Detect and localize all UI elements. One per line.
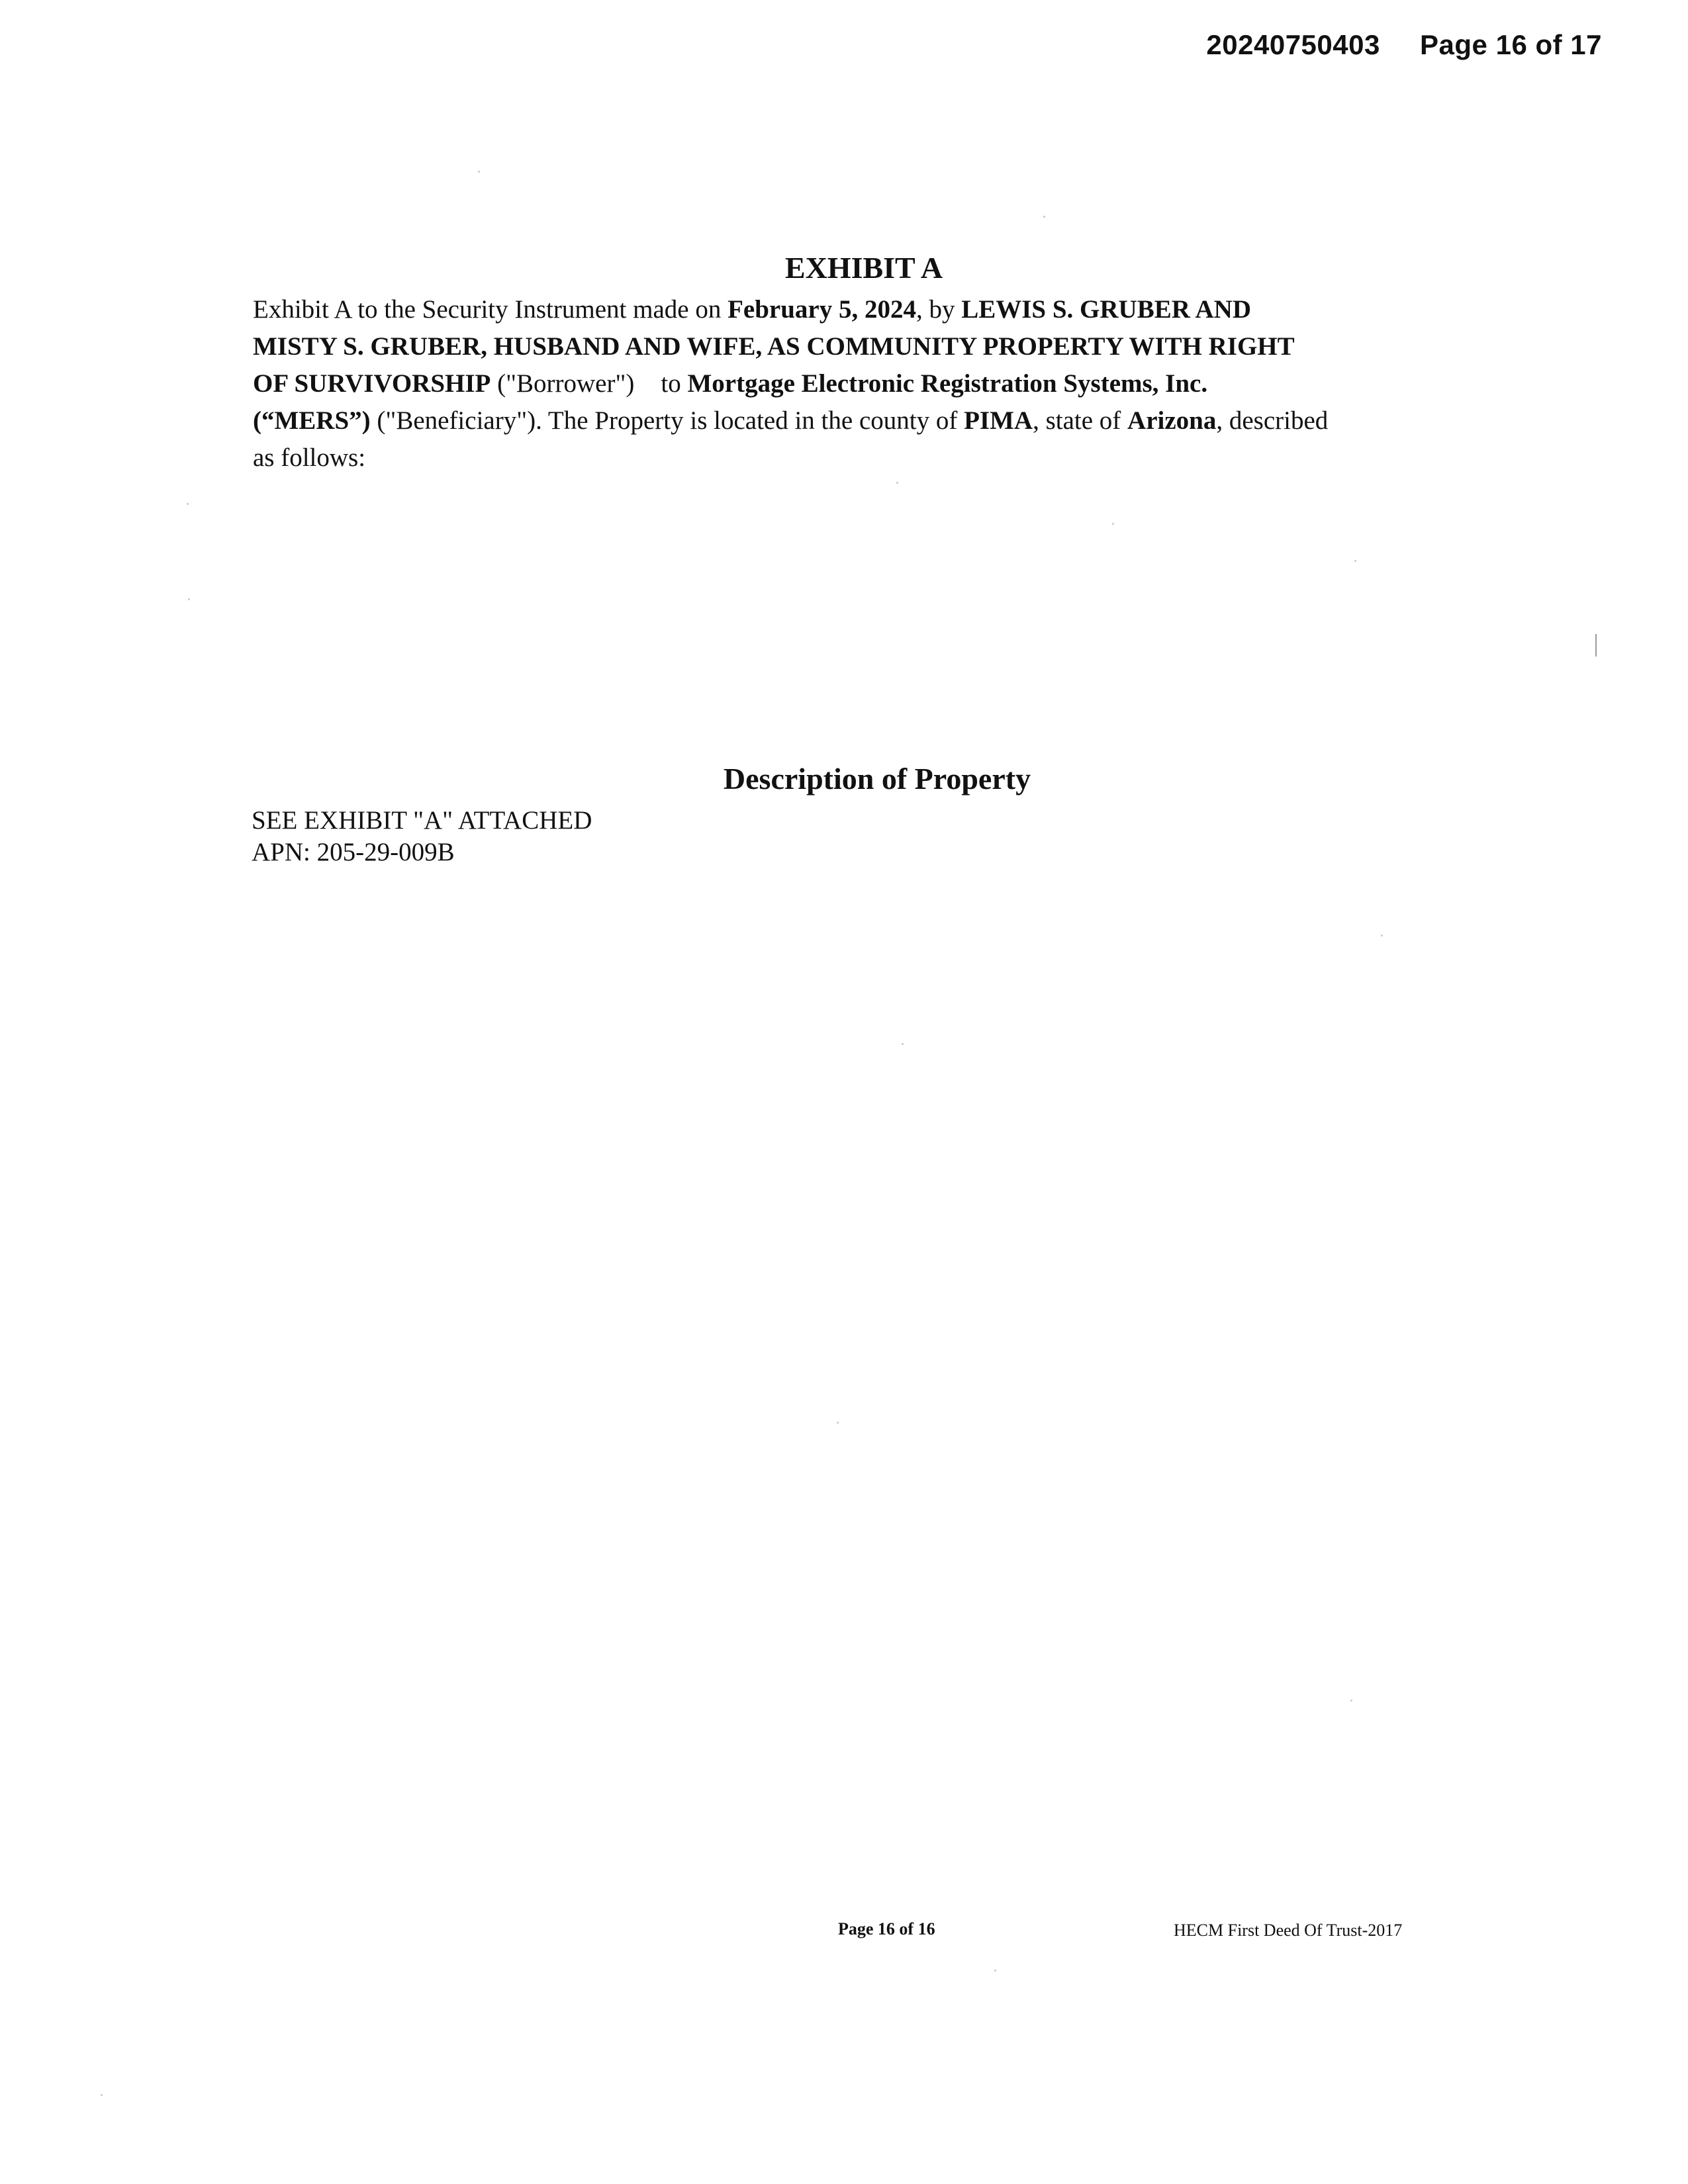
recording-header (1206, 29, 1602, 61)
intro-line-5 (253, 439, 1391, 477)
scan-speck (1381, 934, 1383, 936)
mers-abbrev: (“MERS”) (253, 406, 371, 435)
county-name: PIMA (964, 406, 1033, 435)
intro-text: , by (915, 295, 962, 324)
description-line: SEE EXHIBIT "A" ATTACHED (252, 806, 592, 835)
exhibit-intro-paragraph (253, 291, 1391, 477)
scan-speck (896, 482, 898, 484)
intro-text: Exhibit A to the Security Instrument made on (253, 295, 728, 324)
scan-speck (837, 1422, 839, 1424)
intro-line-2 (253, 328, 1391, 365)
scan-speck (101, 2094, 103, 2096)
borrower-names: LEWIS S. GRUBER AND (961, 295, 1251, 324)
scan-speck (902, 1043, 904, 1045)
scan-speck (994, 1970, 996, 1972)
intro-text: as follows: (253, 443, 366, 472)
apn-line: APN: 205-29-009B (252, 838, 455, 866)
recording-number: 20240750403 (1206, 29, 1380, 60)
intro-line-3 (253, 365, 1391, 402)
recording-page-label: Page 16 of 17 (1420, 29, 1602, 60)
intro-text: to (661, 369, 681, 398)
state-name: Arizona (1127, 406, 1217, 435)
intro-text: ("Beneficiary"). The Property is located in the county of (370, 406, 964, 435)
scan-speck (1112, 523, 1114, 525)
borrower-role: ("Borrower") (491, 369, 635, 398)
intro-line-1 (253, 291, 1391, 328)
property-description (252, 805, 592, 868)
scan-speck (1354, 560, 1356, 562)
footer-form-name: HECM First Deed Of Trust-2017 (1174, 1921, 1403, 1940)
intro-line-4 (253, 402, 1391, 439)
footer-page-number: Page 16 of 16 (838, 1919, 935, 1938)
exhibit-title: EXHIBIT A (784, 251, 943, 285)
scan-speck (187, 503, 189, 505)
scan-speck (478, 171, 480, 173)
intro-text: , described (1216, 406, 1329, 435)
instrument-date: February 5, 2024 (727, 295, 916, 324)
borrower-names: MISTY S. GRUBER, HUSBAND AND WIFE, AS COMMUNITY PROPERTY WITH RIGHT (253, 332, 1295, 361)
scan-speck (188, 598, 190, 600)
intro-text: , state of (1033, 406, 1128, 435)
description-title: Description of Property (723, 762, 1031, 796)
scan-speck (1043, 216, 1045, 218)
scan-mark (1595, 634, 1597, 657)
borrower-vesting: OF SURVIVORSHIP (253, 369, 491, 398)
scan-speck (1350, 1700, 1352, 1702)
beneficiary-name: Mortgage Electronic Registration Systems, Inc. (687, 369, 1208, 398)
